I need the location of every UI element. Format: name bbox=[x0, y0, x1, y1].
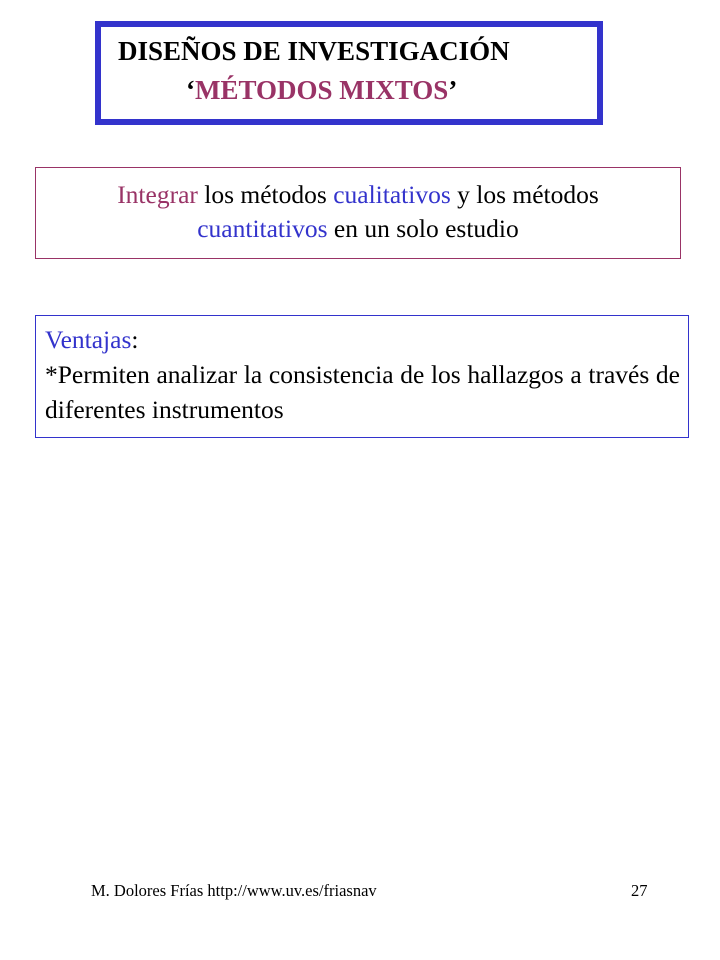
slide-subtitle bbox=[186, 74, 457, 106]
definition-quantitative: cuantitativos bbox=[197, 214, 328, 243]
advantages-body: *Permiten analizar la consistencia de los hallazgos a través de diferentes instrumentos bbox=[45, 360, 680, 424]
advantages-heading-colon: : bbox=[131, 325, 139, 354]
subtitle-text: MÉTODOS MIXTOS bbox=[195, 75, 449, 105]
title-box bbox=[95, 21, 603, 125]
definition-text-2: y los métodos bbox=[450, 180, 599, 209]
footer-author: M. Dolores Frías http://www.uv.es/friasnav bbox=[91, 881, 377, 900]
subtitle-open-quote: ‘ bbox=[186, 75, 195, 105]
definition-integrate: Integrar bbox=[117, 180, 198, 209]
subtitle-close-quote: ’ bbox=[448, 75, 458, 105]
advantages-heading: Ventajas bbox=[45, 325, 132, 354]
definition-box bbox=[35, 167, 681, 259]
definition-qualitative: cualitativos bbox=[333, 180, 451, 209]
definition-text-3: en un solo estudio bbox=[327, 214, 519, 243]
page-number: 27 bbox=[631, 881, 648, 900]
advantages-box bbox=[35, 315, 689, 438]
definition-text-1: los métodos bbox=[197, 180, 334, 209]
slide-title: DISEÑOS DE INVESTIGACIÓN bbox=[118, 36, 510, 66]
advantages-heading-line bbox=[45, 322, 680, 357]
